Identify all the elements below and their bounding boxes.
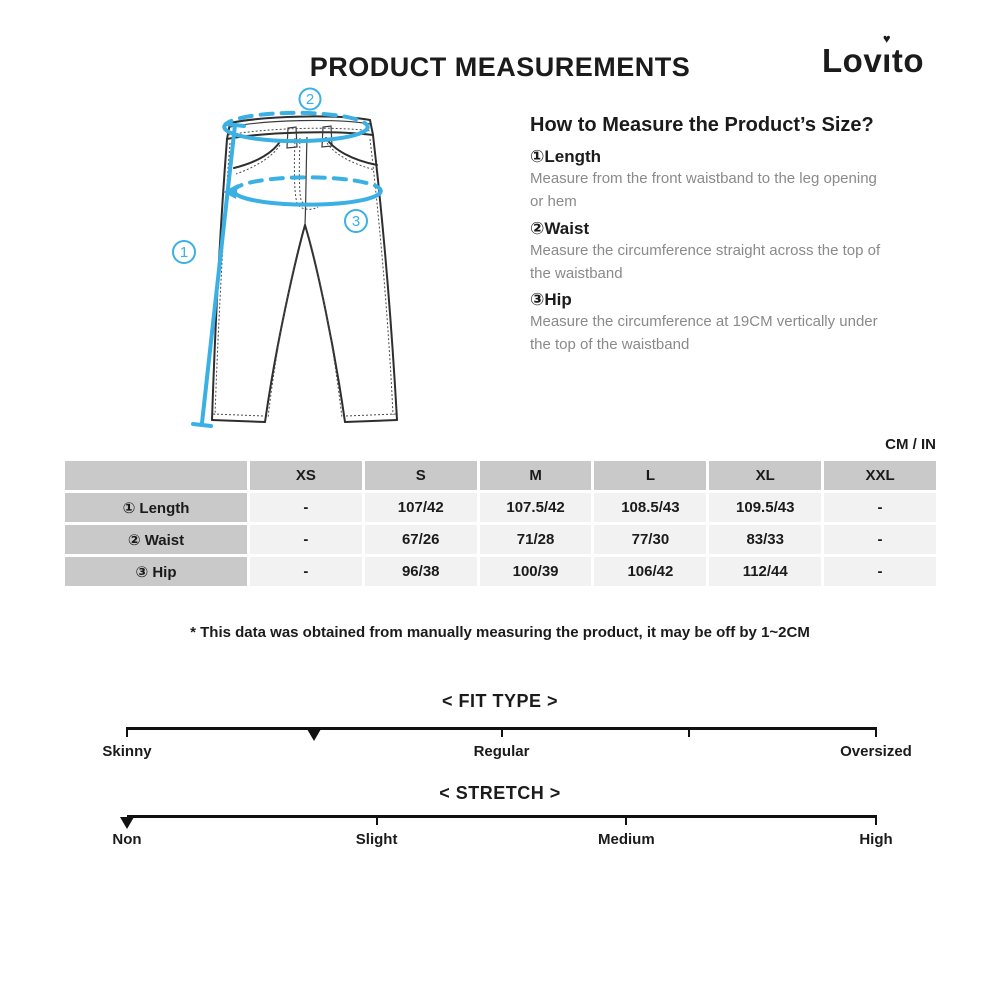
measure-item-label-1: ②Waist: [530, 218, 590, 238]
measurement-cell-1-1: 67/26: [365, 525, 477, 554]
measure-item-label-2: ③Hip: [530, 290, 572, 309]
measurement-cell-2-0: -: [250, 557, 362, 586]
stretch-scale: [112, 815, 893, 848]
scale-label-regular: Regular: [473, 743, 530, 760]
scale-label-high: High: [859, 831, 893, 848]
size-col-s: S: [365, 461, 477, 490]
measurement-cell-1-4: 83/33: [709, 525, 821, 554]
measurement-cell-2-4: 112/44: [709, 557, 821, 586]
measure-item-label-0: ①Length: [530, 147, 602, 166]
hip-ellipse-solid: [235, 189, 381, 205]
measurement-cell-0-5: -: [824, 493, 936, 522]
unit-label: CM / IN: [885, 436, 936, 453]
scale-label-slight: Slight: [355, 831, 398, 848]
size-col-xs: XS: [250, 461, 362, 490]
measurement-annotations: [173, 89, 381, 427]
measurement-cell-1-3: 77/30: [594, 525, 706, 554]
size-table: [65, 461, 936, 589]
hip-marker-number: 3: [351, 213, 361, 230]
how-to-title: How to Measure the Product’s Size?: [530, 114, 874, 136]
length-measure-line: [202, 125, 235, 423]
measurement-cell-2-3: 106/42: [594, 557, 706, 586]
disclaimer-note: * This data was obtained from manually measuring the product, it may be off by 1~2CM: [190, 624, 810, 641]
measurement-cell-2-2: 100/39: [480, 557, 592, 586]
row-label-1: ② Waist: [65, 525, 247, 554]
measurement-cell-0-1: 107/42: [365, 493, 477, 522]
scale-label-skinny: Skinny: [102, 743, 152, 760]
brand-logo: Lovı ♥ to: [822, 31, 924, 79]
scale-tick: [875, 815, 877, 825]
size-col-m: M: [480, 461, 592, 490]
scale-tick: [625, 815, 627, 825]
scale-marker: [120, 817, 134, 829]
measurement-cell-0-4: 109.5/43: [709, 493, 821, 522]
how-to-measure-section: [530, 114, 892, 357]
measurement-cell-1-0: -: [250, 525, 362, 554]
page-title: PRODUCT MEASUREMENTS: [309, 52, 691, 82]
measurement-row-2: [65, 557, 936, 586]
scale-tick: [126, 727, 128, 737]
scale-marker: [307, 729, 321, 741]
corner-cell: [65, 461, 247, 490]
hip-ellipse-dashed: [234, 177, 380, 193]
pants-drawing: [212, 116, 397, 422]
measure-item-desc-1: Measure the circumference straight across the top of the waistband: [530, 241, 881, 282]
size-col-l: L: [594, 461, 706, 490]
length-line-bottom-cap: [193, 424, 211, 426]
stretch-title: < STRETCH >: [439, 783, 561, 803]
measurement-row-0: [65, 493, 936, 522]
scale-label-oversized: Oversized: [840, 743, 912, 760]
scale-tick: [501, 727, 503, 737]
scale-label-non: Non: [112, 831, 142, 848]
logo-i: ı ♥: [882, 31, 892, 79]
size-header-row: [65, 461, 936, 490]
scale-tick: [376, 815, 378, 825]
scale-label-medium: Medium: [598, 831, 655, 848]
measurement-cell-0-2: 107.5/42: [480, 493, 592, 522]
measurement-cell-2-5: -: [824, 557, 936, 586]
scale-tick: [875, 727, 877, 737]
measurement-cell-0-3: 108.5/43: [594, 493, 706, 522]
measurement-cell-2-1: 96/38: [365, 557, 477, 586]
measurement-cell-0-0: -: [250, 493, 362, 522]
measurement-cell-1-2: 71/28: [480, 525, 592, 554]
measure-item-desc-2: Measure the circumference at 19CM vertically under the top of the waistband: [530, 313, 878, 354]
fit-type-title: < FIT TYPE >: [441, 691, 559, 711]
size-col-xxl: XXL: [824, 461, 936, 490]
scale-tick: [688, 727, 690, 737]
size-col-xl: XL: [709, 461, 821, 490]
row-label-2: ③ Hip: [65, 557, 247, 586]
waist-marker-number: 2: [305, 91, 315, 108]
measure-item-desc-0: Measure from the front waistband to the leg opening or hem: [530, 170, 877, 211]
pants-measurement-diagram: [170, 85, 490, 450]
row-label-0: ① Length: [65, 493, 247, 522]
fit-type-scale: [102, 727, 912, 760]
measurement-cell-1-5: -: [824, 525, 936, 554]
length-marker-number: 1: [179, 244, 189, 261]
length-line-top-cap: [226, 124, 244, 126]
measurement-row-1: [65, 525, 936, 554]
heart-dot-icon: ♥: [882, 31, 892, 46]
